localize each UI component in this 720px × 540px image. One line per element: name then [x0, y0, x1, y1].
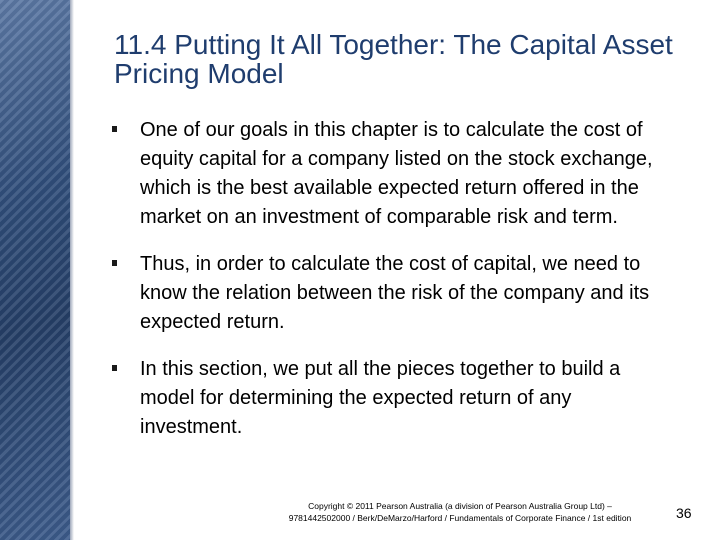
square-bullet-icon [112, 365, 117, 371]
sidebar-shadow [70, 0, 74, 540]
bullet-list [112, 116, 672, 460]
bullet-item [112, 250, 672, 337]
slide-title: 11.4 Putting It All Together: The Capital Asset Pricing Model [114, 29, 673, 89]
bullet-text: In this section, we put all the pieces together to build a model for determining the expected return of any investment. [140, 358, 621, 438]
square-bullet-icon [112, 126, 117, 132]
square-bullet-icon [112, 260, 117, 266]
footer-line: 9781442502000 / Berk/DeMarzo/Harford / Fundamentals of Corporate Finance / 1st edition [288, 513, 632, 523]
footer-line: Copyright © 2011 Pearson Australia (a division of Pearson Australia Group Ltd) – [308, 501, 612, 511]
bullet-text: One of our goals in this chapter is to calculate the cost of equity capital for a company listed on the stock exchange, which is the best available expected return offered in the market on an investment of comparable risk and term. [140, 119, 653, 228]
bullet-item [112, 116, 672, 232]
decorative-sidebar [0, 0, 70, 540]
page-number: 36 [676, 505, 692, 521]
bullet-item [112, 355, 672, 442]
bullet-text: Thus, in order to calculate the cost of capital, we need to know the relation between the risk of the company and its expected return. [140, 253, 650, 333]
sidebar-texture [0, 0, 70, 540]
copyright-footer [250, 500, 670, 524]
